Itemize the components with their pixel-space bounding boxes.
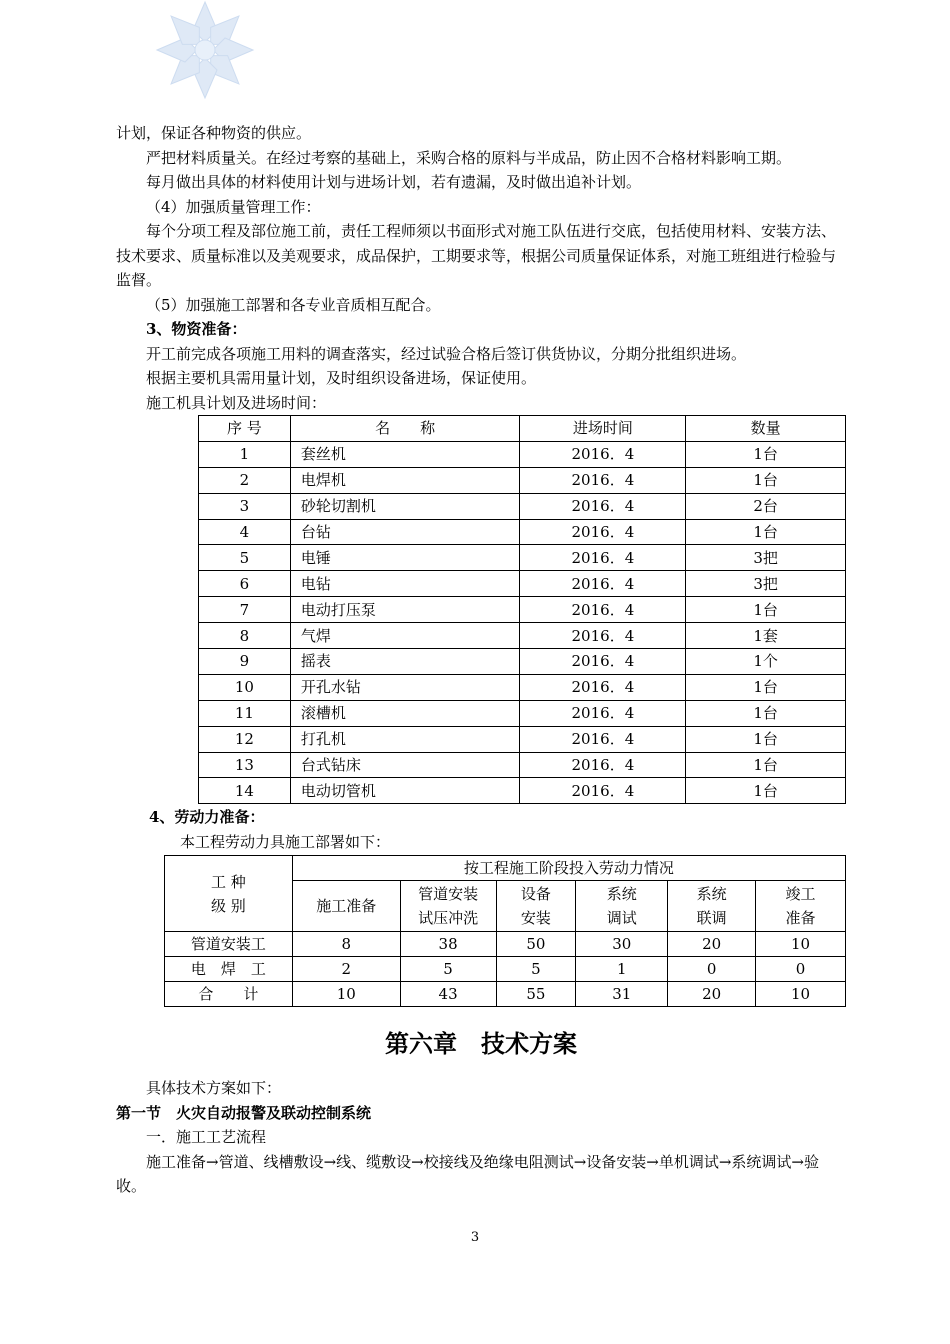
intro-paragraphs xyxy=(116,121,846,317)
table-cell: 7 xyxy=(199,597,291,623)
labor-table-body xyxy=(165,932,846,1007)
table-cell: 55 xyxy=(496,982,576,1007)
table-cell: 滚槽机 xyxy=(290,700,520,726)
table-cell: 2016．4 xyxy=(520,674,686,700)
table-cell: 2016．4 xyxy=(520,623,686,649)
table-cell: 2台 xyxy=(686,493,846,519)
header-cell: 进场时间 xyxy=(520,416,686,442)
table-row xyxy=(199,726,846,752)
table-cell: 电钻 xyxy=(290,571,520,597)
machine-table xyxy=(198,415,846,804)
table-row xyxy=(199,649,846,675)
table-cell: 2016．4 xyxy=(520,441,686,467)
table-cell: 砂轮切割机 xyxy=(290,493,520,519)
table-cell: 2016．4 xyxy=(520,778,686,804)
table-row xyxy=(165,932,846,957)
stage-label-line: 试压冲洗 xyxy=(418,909,479,928)
section-heading-materials: 3、物资准备： xyxy=(146,320,247,338)
table-row xyxy=(199,752,846,778)
page-number: 3 xyxy=(470,1230,480,1245)
table-row xyxy=(199,597,846,623)
paragraph: 计划，保证各种物资的供应。 xyxy=(116,124,312,142)
table-cell: 1台 xyxy=(686,726,846,752)
table-row xyxy=(199,545,846,571)
table-cell: 3把 xyxy=(686,545,846,571)
labor-table xyxy=(164,855,846,1007)
table-cell: 4 xyxy=(199,519,291,545)
table-cell: 38 xyxy=(400,932,496,957)
table-cell: 8 xyxy=(199,623,291,649)
stage-label-line: 管道安装 xyxy=(418,885,479,904)
table-cell: 14 xyxy=(199,778,291,804)
table-cell: 10 xyxy=(756,982,846,1007)
table-header-row xyxy=(165,856,846,881)
document-body xyxy=(116,121,846,1199)
table-cell: 电焊机 xyxy=(290,467,520,493)
table-cell: 10 xyxy=(199,674,291,700)
header-cell: 序 号 xyxy=(199,416,291,442)
table-cell: 1套 xyxy=(686,623,846,649)
table-cell: 11 xyxy=(199,700,291,726)
table-cell: 1台 xyxy=(686,441,846,467)
table-cell: 气焊 xyxy=(290,623,520,649)
stage-label-line: 调试 xyxy=(606,909,637,928)
table-cell: 2016．4 xyxy=(520,700,686,726)
table-cell: 5 xyxy=(496,957,576,982)
table-cell: 2 xyxy=(199,467,291,493)
paragraph: 施工机具计划及进场时间： xyxy=(146,393,327,412)
table-cell: 31 xyxy=(576,982,668,1007)
header-cell: 数量 xyxy=(686,416,846,442)
table-row xyxy=(199,700,846,726)
table-cell: 1台 xyxy=(686,778,846,804)
paragraph: 具体技术方案如下： xyxy=(146,1079,282,1098)
stage-header-cell xyxy=(400,881,496,932)
table-row xyxy=(199,778,846,804)
table-cell: 1台 xyxy=(686,752,846,778)
paragraph: 本工程劳动力具施工部署如下： xyxy=(180,832,391,851)
table-cell: 20 xyxy=(668,982,756,1007)
table-row xyxy=(199,674,846,700)
stage-label-line: 竣工 xyxy=(785,885,816,904)
table-cell: 9 xyxy=(199,649,291,675)
stage-header-cell xyxy=(496,881,576,932)
chapter-title: 第六章 技术方案 xyxy=(385,1030,577,1059)
paragraph: 每月做出具体的材料使用计划与进场计划，若有遗漏，及时做出追补计划。 xyxy=(146,173,642,191)
paragraph: 严把材料质量关。在经过考察的基础上，采购合格的原料与半成品，防止因不合格材料影响工期。 xyxy=(146,148,792,167)
table-cell: 6 xyxy=(199,571,291,597)
stage-label-line: 系统 xyxy=(606,885,637,904)
table-cell: 1台 xyxy=(686,674,846,700)
table-cell: 0 xyxy=(756,957,846,982)
table-cell: 2016．4 xyxy=(520,545,686,571)
table-cell: 2016．4 xyxy=(520,752,686,778)
paragraph: 根据主要机具需用量计划，及时组织设备进场，保证使用。 xyxy=(146,369,537,387)
header-cell: 名 称 xyxy=(290,416,520,442)
corner-line: 工 种 xyxy=(211,872,246,891)
machine-table-body xyxy=(199,441,846,803)
table-cell: 43 xyxy=(400,982,496,1007)
stage-label-line: 安装 xyxy=(520,909,551,928)
table-cell: 1 xyxy=(576,957,668,982)
table-row xyxy=(165,982,846,1007)
table-cell: 2 xyxy=(292,957,400,982)
table-cell: 10 xyxy=(756,932,846,957)
table-header-row xyxy=(199,416,846,442)
table-row xyxy=(199,571,846,597)
table-cell: 13 xyxy=(199,752,291,778)
table-cell: 2016．4 xyxy=(520,571,686,597)
paragraph: （5）加强施工部署和各专业音质相互配合。 xyxy=(146,295,441,314)
table-cell: 摇表 xyxy=(290,649,520,675)
table-cell: 2016．4 xyxy=(520,493,686,519)
stage-header-cell xyxy=(668,881,756,932)
corner-cell xyxy=(165,856,293,932)
table-row xyxy=(199,519,846,545)
table-row xyxy=(199,493,846,519)
paragraph: （4）加强质量管理工作： xyxy=(146,197,321,216)
table-cell: 1台 xyxy=(686,597,846,623)
stage-label-line: 施工准备 xyxy=(316,897,377,916)
row-label-cell: 电 焊 工 xyxy=(165,957,293,982)
table-cell: 1台 xyxy=(686,519,846,545)
table-cell: 2016．4 xyxy=(520,467,686,493)
paragraph: 一．施工工艺流程 xyxy=(146,1128,267,1147)
table-cell: 电动打压泵 xyxy=(290,597,520,623)
section-heading-labor: 4、劳动力准备： xyxy=(149,808,265,827)
table-row xyxy=(199,623,846,649)
table-row xyxy=(165,957,846,982)
table-cell: 2016．4 xyxy=(520,519,686,545)
group-header-cell: 按工程施工阶段投入劳动力情况 xyxy=(292,856,845,881)
stage-label-line: 系统 xyxy=(696,885,727,904)
stage-label-line: 准备 xyxy=(785,909,816,928)
section-heading-fire-alarm: 第一节 火灾自动报警及联动控制系统 xyxy=(116,1103,372,1122)
table-cell: 50 xyxy=(496,932,576,957)
table-cell: 3 xyxy=(199,493,291,519)
table-cell: 5 xyxy=(199,545,291,571)
table-cell: 12 xyxy=(199,726,291,752)
paragraph: 每个分项工程及部位施工前，责任工程师须以书面形式对施工队伍进行交底，包括使用材料、安装方法、技术要求、质量标准以及美观要求，成品保护，工期要求等，根据公司质量保证体系，对施工班组进行检验与监督。 xyxy=(116,222,837,289)
table-cell: 套丝机 xyxy=(290,441,520,467)
table-cell: 1 xyxy=(199,441,291,467)
table-cell: 2016．4 xyxy=(520,649,686,675)
table-cell: 台式钻床 xyxy=(290,752,520,778)
table-cell: 0 xyxy=(668,957,756,982)
table-cell: 3把 xyxy=(686,571,846,597)
table-row xyxy=(199,467,846,493)
table-cell: 1个 xyxy=(686,649,846,675)
row-label-cell: 合 计 xyxy=(165,982,293,1007)
table-cell: 30 xyxy=(576,932,668,957)
table-row xyxy=(199,441,846,467)
table-cell: 电动切管机 xyxy=(290,778,520,804)
table-cell: 台钻 xyxy=(290,519,520,545)
stage-header-cell xyxy=(292,881,400,932)
table-cell: 2016．4 xyxy=(520,726,686,752)
table-cell: 8 xyxy=(292,932,400,957)
stage-label-line: 联调 xyxy=(696,909,727,928)
table-cell: 1台 xyxy=(686,467,846,493)
table-cell: 电锤 xyxy=(290,545,520,571)
stage-label-line: 设备 xyxy=(520,885,551,904)
table-cell: 5 xyxy=(400,957,496,982)
table-cell: 20 xyxy=(668,932,756,957)
row-label-cell: 管道安装工 xyxy=(165,932,293,957)
corner-line: 级 别 xyxy=(211,896,246,915)
table-cell: 开孔水钻 xyxy=(290,674,520,700)
paragraph: 施工准备→管道、线槽敷设→线、缆敷设→校接线及绝缘电阻测试→设备安装→单机调试→系统调试→验收。 xyxy=(116,1152,819,1196)
stage-header-cell xyxy=(576,881,668,932)
stage-header-cell xyxy=(756,881,846,932)
table-cell: 打孔机 xyxy=(290,726,520,752)
table-cell: 10 xyxy=(292,982,400,1007)
table-cell: 2016．4 xyxy=(520,597,686,623)
paragraph: 开工前完成各项施工用料的调查落实，经过试验合格后签订供货协议，分期分批组织进场。 xyxy=(146,344,747,363)
snowflake-logo-icon xyxy=(150,0,260,104)
table-cell: 1台 xyxy=(686,700,846,726)
